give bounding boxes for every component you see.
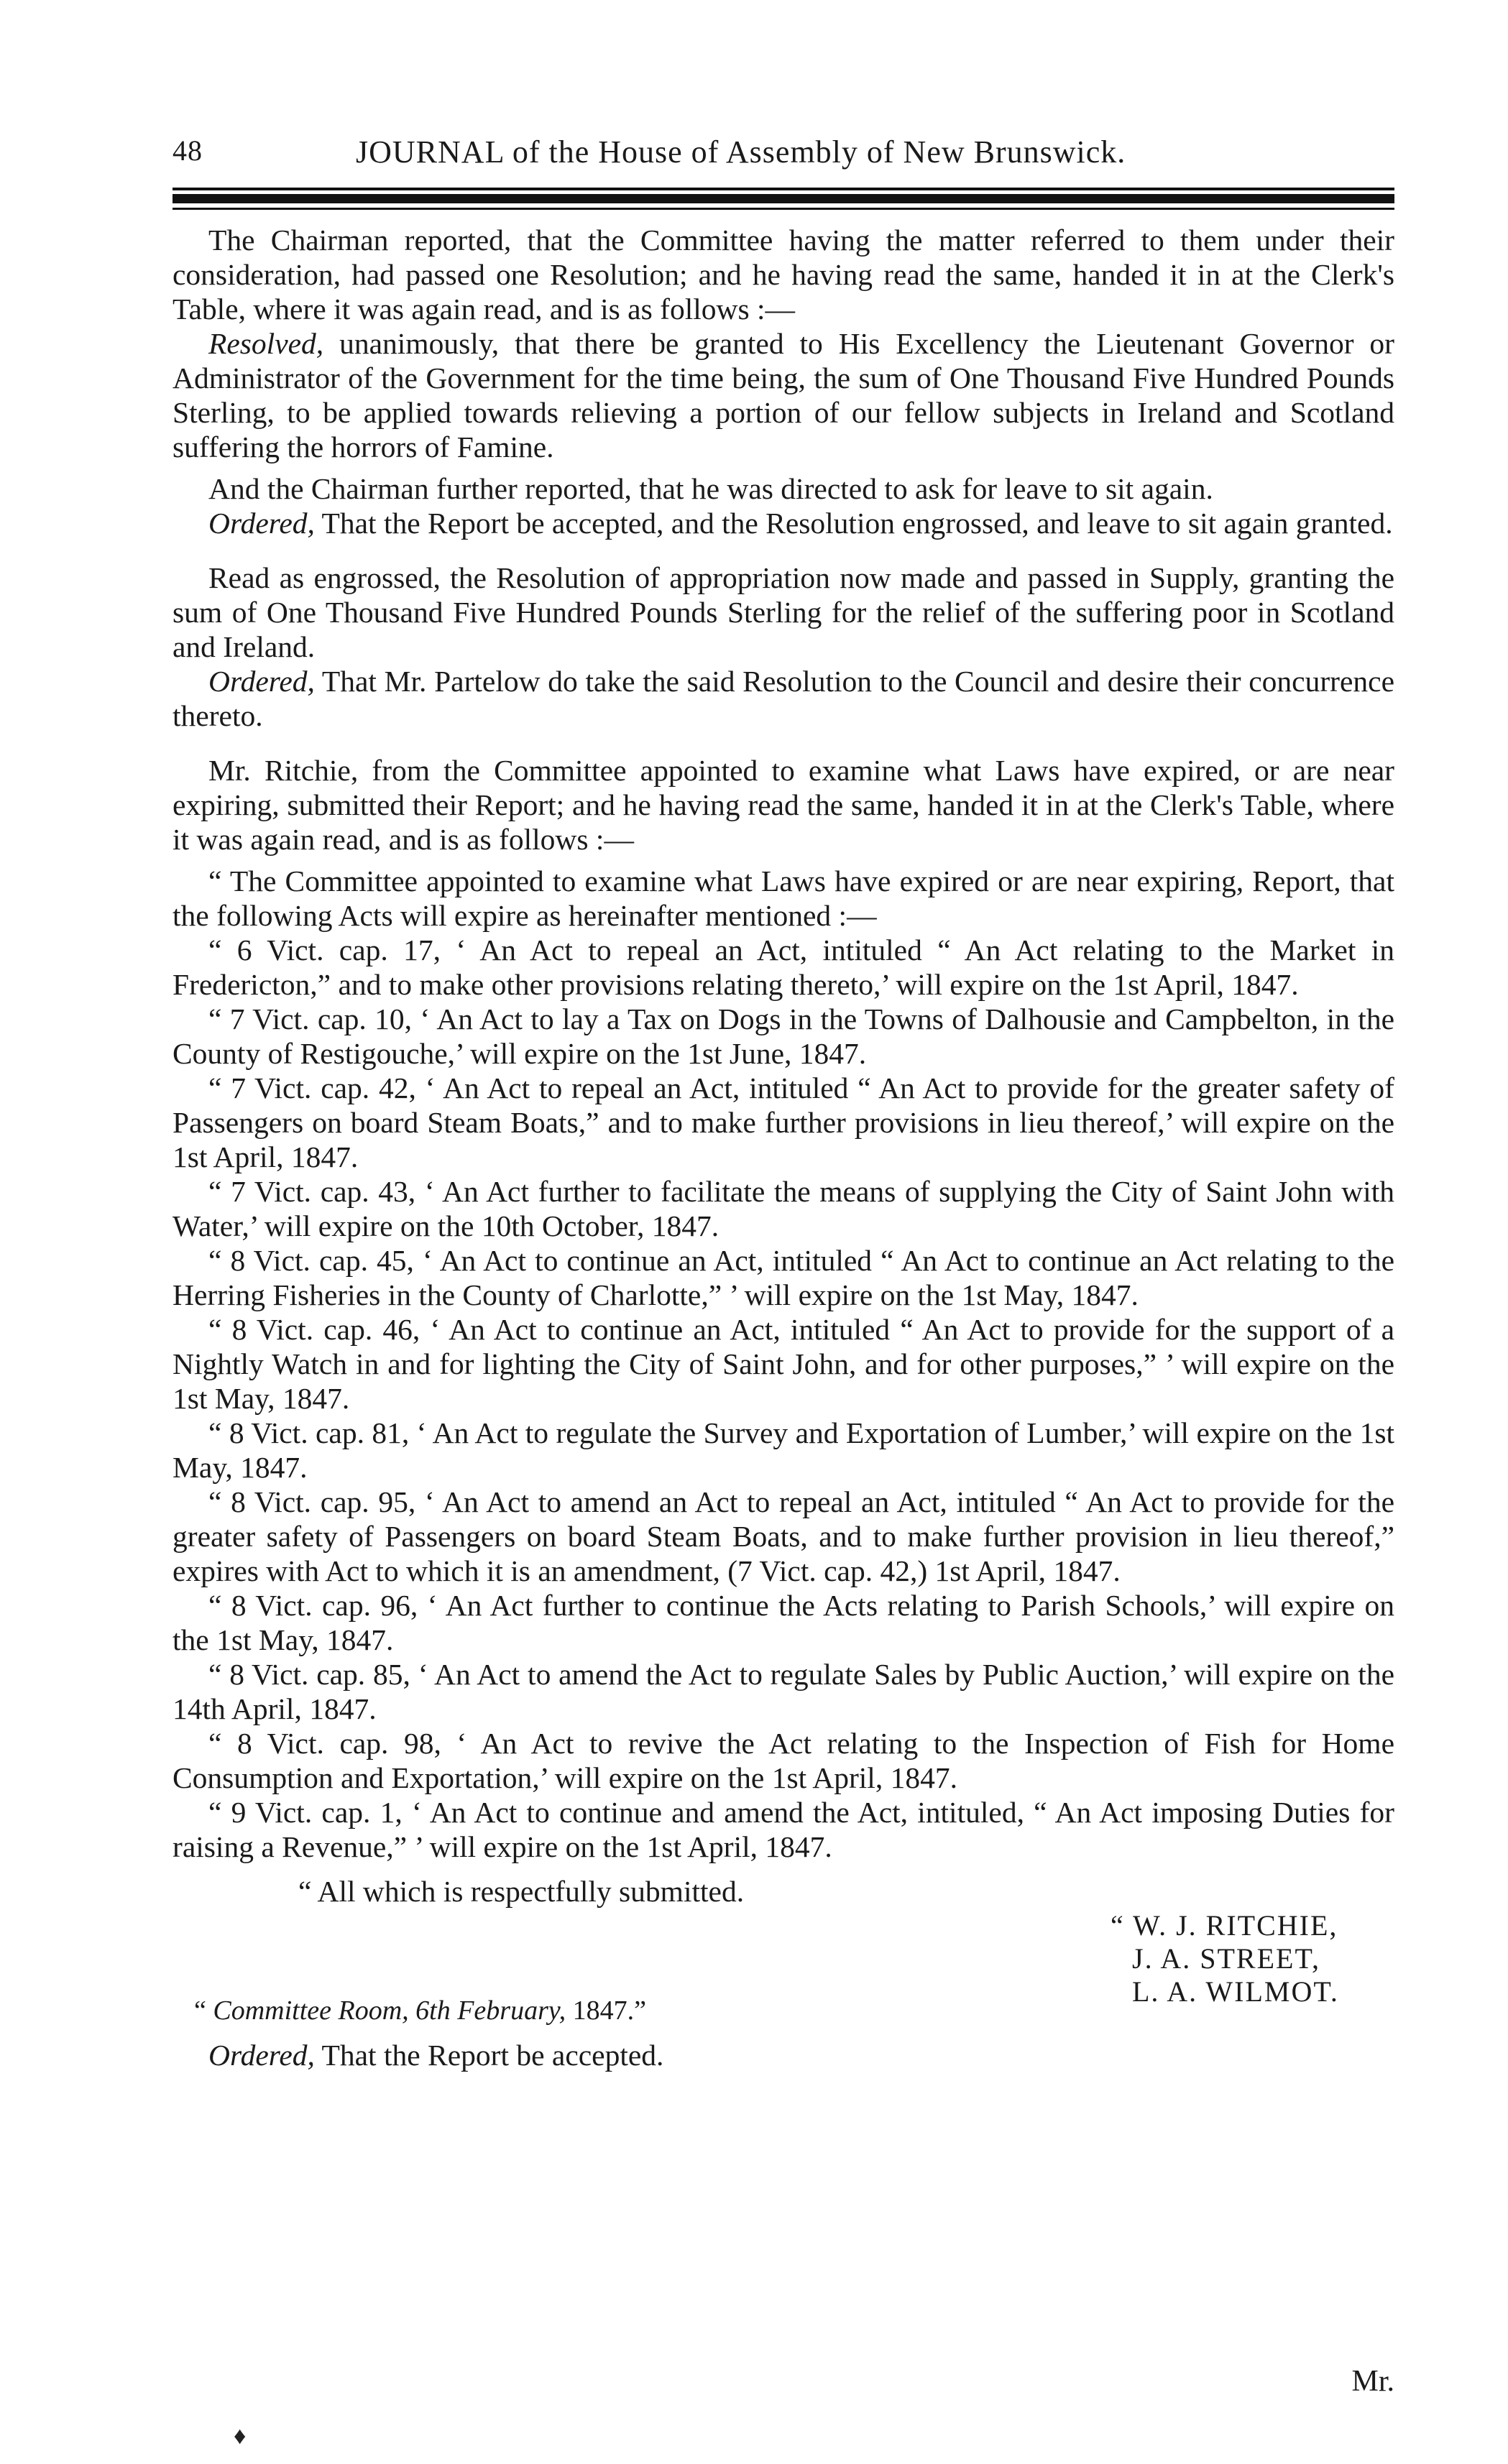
ordered-council-text: That Mr. Partelow do take the said Resolution to the Council and desire their concurrence thereto. xyxy=(173,665,1394,732)
act-entry: “ 8 Vict. cap. 95, ‘ An Act to amend an Act to repeal an Act, intituled “ An Act to provide for the greater safety of Passengers on board Steam Boats, and to make further provision in lieu thereof,” expires with Act to which it is an amendment, (7 Vict. cap. 42,) 1st April, 1847. xyxy=(173,1485,1394,1587)
paragraph-read-engrossed: Read as engrossed, the Resolution of appropriation now made and passed in Supply, granting the sum of One Thousand Five Hundred Pounds Sterling for the relief of the suffering poor in Scotland and Ireland. xyxy=(173,561,1394,663)
paragraph-leave-to-sit: And the Chairman further reported, that he was directed to ask for leave to sit again. xyxy=(208,472,1213,505)
ordered-text: That the Report be accepted, and the Resolution engrossed, and leave to sit again granted. xyxy=(314,507,1393,540)
act-entry: “ 8 Vict. cap. 85, ‘ An Act to amend the Act to regulate Sales by Public Auction,’ will expire on the 14th April, 1847. xyxy=(173,1658,1394,1725)
running-head-journal: JOURNAL xyxy=(356,134,504,170)
running-head xyxy=(356,134,1126,170)
act-entry: “ 8 Vict. cap. 96, ‘ An Act further to continue the Acts relating to Parish Schools,’ will expire on the 1st May, 1847. xyxy=(173,1589,1394,1656)
paragraph-committee-report-intro: “ The Committee appointed to examine what Laws have expired or are near expiring, Report, that the following Acts will expire as hereinafter mentioned :— xyxy=(173,864,1394,932)
act-entry: “ 8 Vict. cap. 45, ‘ An Act to continue an Act, intituled “ An Act to continue an Act relating to the Herring Fisheries in the County of Charlotte,” ’ will expire on the 1st May, 1847. xyxy=(173,1244,1394,1311)
final-ordered-label: Ordered, xyxy=(208,2039,315,2072)
signature-street: J. A. STREET, xyxy=(1132,1942,1320,1975)
final-ordered-text: That the Report be accepted. xyxy=(314,2039,664,2072)
act-entry: “ 9 Vict. cap. 1, ‘ An Act to continue and amend the Act, intituled, “ An Act imposing Duties for raising a Revenue,” ’ will expire on the 1st April, 1847. xyxy=(173,1796,1394,1863)
signature-wilmot: L. A. WILMOT. xyxy=(1132,1975,1339,2008)
header-rule-thin-top xyxy=(173,188,1394,190)
print-speck-mark: ♦ xyxy=(234,2423,247,2450)
ordered-label: Ordered, xyxy=(208,507,315,540)
act-entry: “ 7 Vict. cap. 10, ‘ An Act to lay a Tax on Dogs in the Towns of Dalhousie and Campbelton, in the County of Restigouche,’ will expire on the 1st June, 1847. xyxy=(173,1002,1394,1070)
committee-room-date xyxy=(194,1993,646,2028)
catchword: Mr. xyxy=(1351,2365,1394,2398)
signature-ritchie: “ W. J. RITCHIE, xyxy=(1111,1909,1338,1942)
paragraph-ritchie-report: Mr. Ritchie, from the Committee appointed to examine what Laws have expired, or are near expiring, submitted their Report; and he having read the same, handed it in at the Clerk's Table, where it was again read, and is as follows :— xyxy=(173,754,1394,856)
act-entry: “ 8 Vict. cap. 98, ‘ An Act to revive the Act relating to the Inspection of Fish for Home Consumption and Exportation,’ will expire on the 1st April, 1847. xyxy=(173,1727,1394,1794)
final-order xyxy=(173,2038,1394,2072)
act-entry: “ 7 Vict. cap. 43, ‘ An Act further to facilitate the means of supplying the City of Saint John with Water,’ will expire on the 10th October, 1847. xyxy=(173,1175,1394,1242)
paragraph-ordered-accepted xyxy=(173,2038,1394,2072)
act-entry: “ 8 Vict. cap. 46, ‘ An Act to continue an Act, intituled “ An Act to provide for the support of a Nightly Watch in and for lighting the City of Saint John, and for other purposes,” ’ will expire on the 1st May, 1847. xyxy=(173,1313,1394,1415)
resolved-text: unanimously, that there be granted to His Excellency the Lieutenant Governor or Administrator of the Government for the time being, the sum of One Thousand Five Hundred Pounds Sterling, to be applied towards relieving a portion of our fellow subjects in Ireland and Scotland suffering the horrors of Famine. xyxy=(173,327,1394,463)
header-rule-thick xyxy=(173,194,1394,203)
page-body xyxy=(173,223,1394,2072)
closing-line: “ All which is respectfully submitted. xyxy=(298,1875,745,1908)
paragraph-chairman-report: The Chairman reported, that the Committee having the matter referred to them under their consideration, had passed one Resolution; and he having read the same, handed it in at the Clerk's Table, where it was again read, and is as follows :— xyxy=(173,223,1394,326)
act-entry: “ 8 Vict. cap. 81, ‘ An Act to regulate the Survey and Exportation of Lumber,’ will expire on the 1st May, 1847. xyxy=(173,1416,1394,1484)
paragraph-resolved xyxy=(173,326,1394,464)
paragraph-ordered-council xyxy=(173,664,1394,733)
page-header xyxy=(0,134,1508,177)
ordered-council-label: Ordered, xyxy=(208,665,315,698)
committee-room-label: Committee Room, 6th February, xyxy=(213,1995,566,2026)
committee-room-open-quote: “ xyxy=(194,1995,213,2026)
page-number: 48 xyxy=(173,134,203,167)
resolved-label: Resolved, xyxy=(208,327,324,360)
committee-room-year: 1847.” xyxy=(566,1995,647,2026)
act-entry: “ 7 Vict. cap. 42, ‘ An Act to repeal an Act, intituled “ An Act to provide for the greater safety of Passengers on board Steam Boats,” and to make further provisions in lieu thereof,’ will expire on the 1st April, 1847. xyxy=(173,1071,1394,1173)
paragraph-ordered-report xyxy=(173,506,1394,540)
signature-block xyxy=(173,1909,1394,2038)
act-entry: “ 6 Vict. cap. 17, ‘ An Act to repeal an Act, intituled “ An Act relating to the Market in Fredericton,” and to make other provisions relating thereto,’ will expire on the 1st April, 1847. xyxy=(173,933,1394,1001)
running-head-rest: of the House of Assembly of New Brunswick. xyxy=(503,134,1126,170)
header-rule-thin-bottom xyxy=(173,208,1394,210)
